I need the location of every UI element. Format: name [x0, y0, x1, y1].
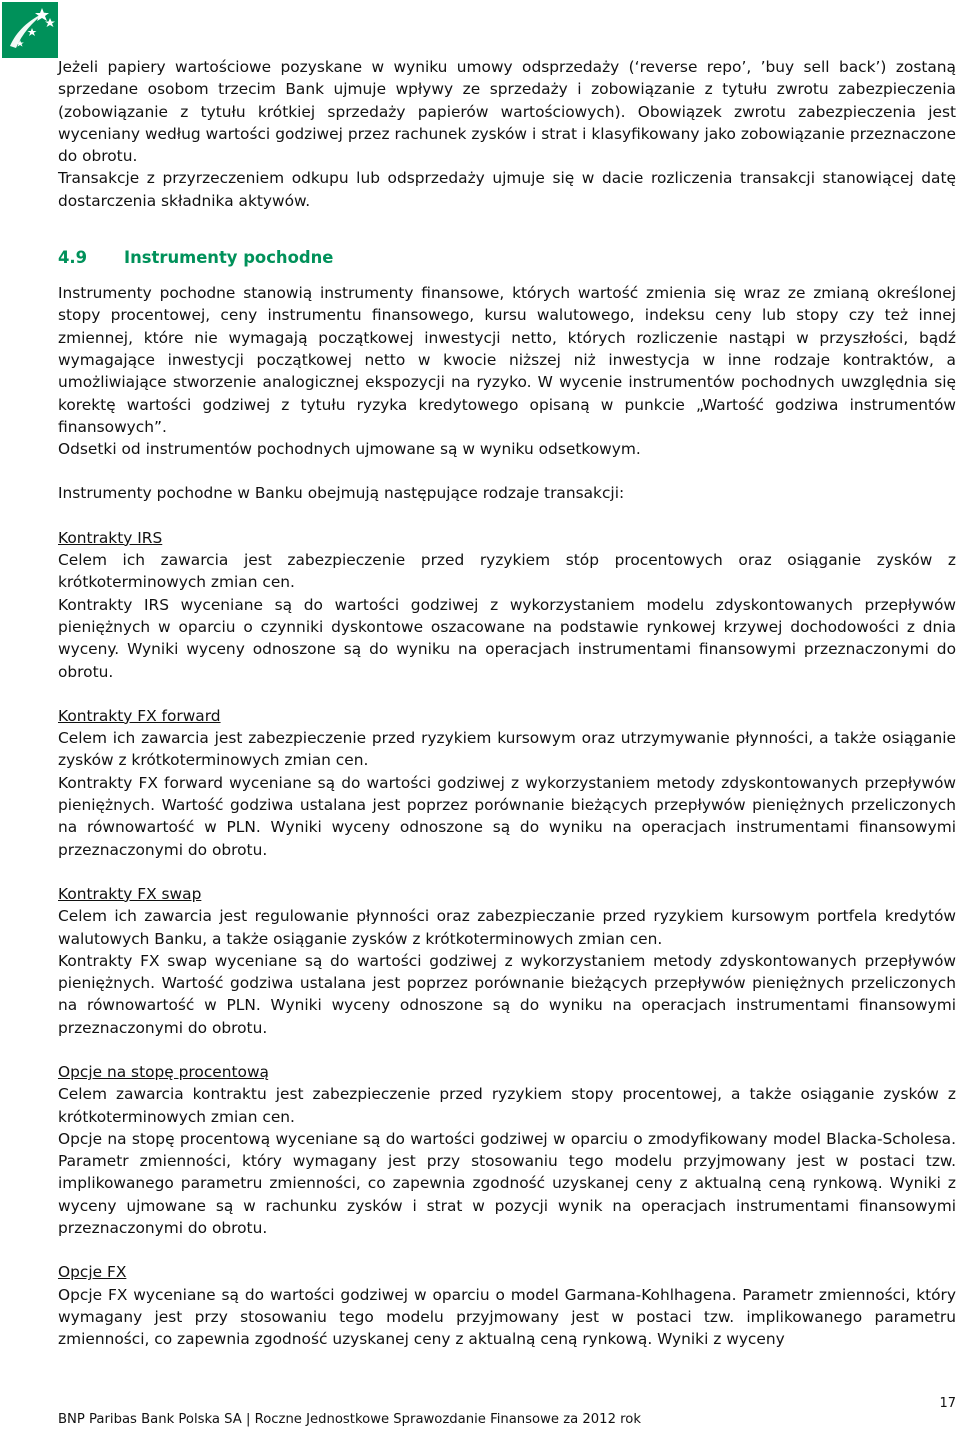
paragraph: Kontrakty IRS wyceniane są do wartości godziwej z wykorzystaniem modelu zdyskontowanych przepływów pieniężnych w oparciu o czynniki dyskontowe oszacowane na podstawie rynkowej krzywej dochodowości z dnia wyceny. Wyniki wyceny odnoszone są do wyniku na operacjach instrumentami finansowymi przeznaczonymi do obrotu. [58, 595, 956, 681]
subsection-title-interest-options: Opcje na stopę procentową [58, 1062, 269, 1081]
subsection-title-fx-options: Opcje FX [58, 1263, 127, 1282]
subsection-title-irs: Kontrakty IRS [58, 528, 163, 547]
paragraph: Odsetki od instrumentów pochodnych ujmowane są w wyniku odsetkowym. [58, 440, 641, 459]
paragraph: Celem ich zawarcia jest zabezpieczenie przed ryzykiem kursowym oraz utrzymywanie płynności, a także osiąganie zysków z krótkoterminowych zmian cen. [58, 729, 956, 770]
page-number: 17 [939, 1396, 956, 1411]
page-footer: BNP Paribas Bank Polska SA | Roczne Jednostkowe Sprawozdanie Finansowe za 2012 rok [58, 1412, 641, 1427]
subsection-title-fx-forward: Kontrakty FX forward [58, 706, 221, 725]
bnp-paribas-logo [2, 2, 58, 58]
paragraph: Kontrakty FX swap wyceniane są do wartości godziwej z wykorzystaniem metody zdyskontowanych przepływów pieniężnych. Wartość godziwa ustalana jest poprzez porównanie bieżących przepływów pieniężnych przeliczonych na równowartość w PLN. Wyniki wyceny odnoszone są do wyniku na operacjach instrumentami finansowymi przeznaczonymi do obrotu. [58, 951, 956, 1037]
stars-logo-icon [2, 2, 58, 58]
paragraph: Opcje FX wyceniane są do wartości godziwej w oparciu o model Garmana-Kohlhagena. Parametr zmienności, który wymagany jest przy stosowaniu tego modelu przyjmowany jest w postaci tzw. implikowanego parametru zmienności, co zapewnia zgodność uzyskanej ceny z aktualną ceną rynkową. Wyniki z wyceny [58, 1285, 956, 1349]
section-number: 4.9 [58, 248, 88, 268]
subsection-title-fx-swap: Kontrakty FX swap [58, 884, 202, 903]
paragraph: Jeżeli papiery wartościowe pozyskane w wyniku umowy odsprzedaży (‘reverse repo’, ’buy sell back’) zostaną sprzedane osobom trzecim Bank ujmuje wpływy ze sprzedaży i zobowiązanie z tytułu zwrotu zabezpieczenia (zobowiązanie z tytułu krótkiej sprzedaży papierów wartościowych). Obowiązek zwrotu zabezpieczenia jest wyceniany według wartości godziwej przez rachunek zysków i strat i klasyfikowany jako zobowiązanie przeznaczone do obrotu. [58, 58, 956, 166]
paragraph: Instrumenty pochodne w Banku obejmują następujące rodzaje transakcji: [58, 484, 625, 503]
section-title: Instrumenty pochodne [124, 248, 334, 268]
section-heading [58, 246, 956, 270]
paragraph: Transakcje z przyrzeczeniem odkupu lub odsprzedaży ujmuje się w dacie rozliczenia transakcji stanowiącej datę dostarczenia składnika aktywów. [58, 169, 956, 210]
paragraph: Celem ich zawarcia jest zabezpieczenie przed ryzykiem stóp procentowych oraz osiąganie zysków z krótkoterminowych zmian cen. [58, 551, 956, 592]
paragraph: Celem zawarcia kontraktu jest zabezpieczenie przed ryzykiem stopy procentowej, a także osiąganie zysków z krótkoterminowych zmian cen. [58, 1085, 956, 1126]
paragraph: Celem ich zawarcia jest regulowanie płynności oraz zabezpieczanie przed ryzykiem kursowym portfela kredytów walutowych Banku, a także osiąganie zysków z krótkoterminowych zmian cen. [58, 907, 956, 948]
paragraph: Kontrakty FX forward wyceniane są do wartości godziwej z wykorzystaniem metody zdyskontowanych przepływów pieniężnych. Wartość godziwa ustalana jest poprzez porównanie bieżących przepływów pieniężnych przeliczonych na równowartość w PLN. Wyniki wyceny odnoszone są do wyniku na operacjach instrumentami finansowymi przeznaczonymi do obrotu. [58, 773, 956, 859]
paragraph: Instrumenty pochodne stanowią instrumenty finansowe, których wartość zmienia się wraz ze zmianą określonej stopy procentowej, ceny instrumentu finansowego, kursu walutowego, indeksu ceny lub stopy czy też innej zmiennej, które nie wymagają początkowej inwestycji netto, których rozliczenie nastąpi w przyszłości, bądź wymagające inwestycji początkowej netto w kwocie niższej niż inwestycja w inne rodzaje kontraktów, a umożliwiające stworzenie analogicznej ekspozycji na ryzyko. W wycenie instrumentów pochodnych uwzględnia się korektę wartości godziwej z tytułu ryzyka kredytowego opisaną w punkcie „Wartość godziwa instrumentów finansowych”. [58, 284, 956, 436]
document-body [58, 56, 956, 1351]
paragraph: Opcje na stopę procentową wyceniane są do wartości godziwej w oparciu o zmodyfikowany model Blacka-Scholesa. Parametr zmienności, który wymagany jest przy stosowaniu tego modelu przyjmowany jest w postaci tzw. implikowanego parametru zmienności, co zapewnia zgodność uzyskanej ceny z aktualną ceną rynkową. Wyniki z wyceny ujmowane są w rachunku zysków i strat w pozycji wynik na operacjach instrumentami finansowymi przeznaczonymi do obrotu. [58, 1129, 956, 1238]
